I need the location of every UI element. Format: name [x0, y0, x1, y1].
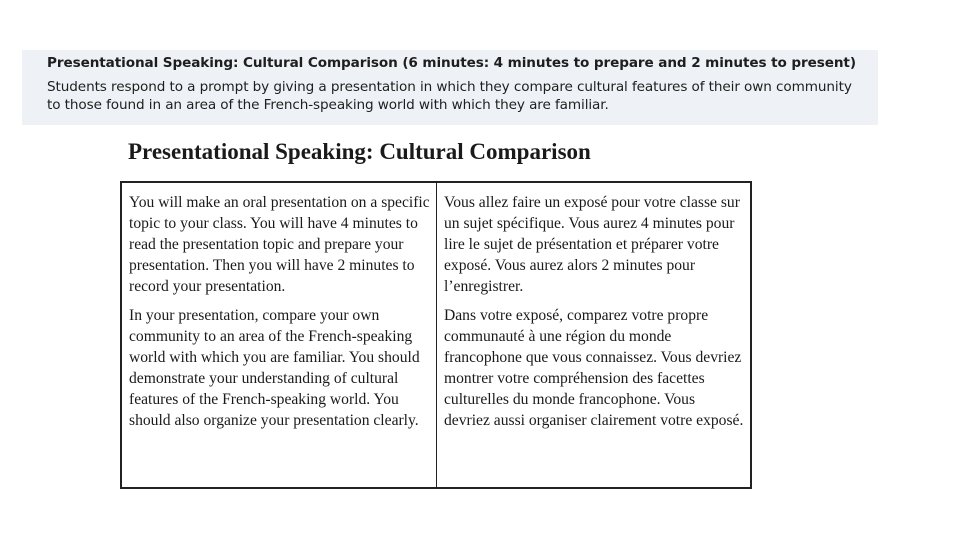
english-paragraph-1: You will make an oral presentation on a specific topic to your class. You will have 4 minutes to read the presentation topic and prepare your presentation. Then you will have 2 minutes to record your presentation.	[129, 194, 430, 295]
task-description-banner	[22, 50, 878, 125]
instructions-table	[120, 181, 752, 489]
banner-description: Students respond to a prompt by giving a presentation in which they compare cultural features of their own community to those found in an area of the French-speaking world with which they are familiar.	[47, 79, 852, 113]
french-instructions-column	[437, 183, 750, 487]
french-paragraph-2: Dans votre exposé, comparez votre propre communauté à une région du monde francophone que vous connaissez. Vous devriez montrer votre compréhension des facettes culturelles du monde francophone. Vous devriez aussi organiser clairement votre exposé.	[444, 307, 744, 429]
section-heading: Presentational Speaking: Cultural Comparison	[128, 139, 591, 164]
english-paragraph-2: In your presentation, compare your own community to an area of the French-speaking world with which you are familiar. You should demonstrate your understanding of cultural features of the French-speaking world. You should also organize your presentation clearly.	[129, 307, 420, 429]
banner-title: Presentational Speaking: Cultural Comparison (6 minutes: 4 minutes to prepare and 2 minutes to present)	[47, 55, 856, 71]
french-paragraph-1: Vous allez faire un exposé pour votre classe sur un sujet spécifique. Vous aurez 4 minutes pour lire le sujet de présentation et préparer votre exposé. Vous aurez alors 2 minutes pour l’enregistrer.	[444, 194, 740, 295]
english-instructions-column	[122, 183, 437, 487]
